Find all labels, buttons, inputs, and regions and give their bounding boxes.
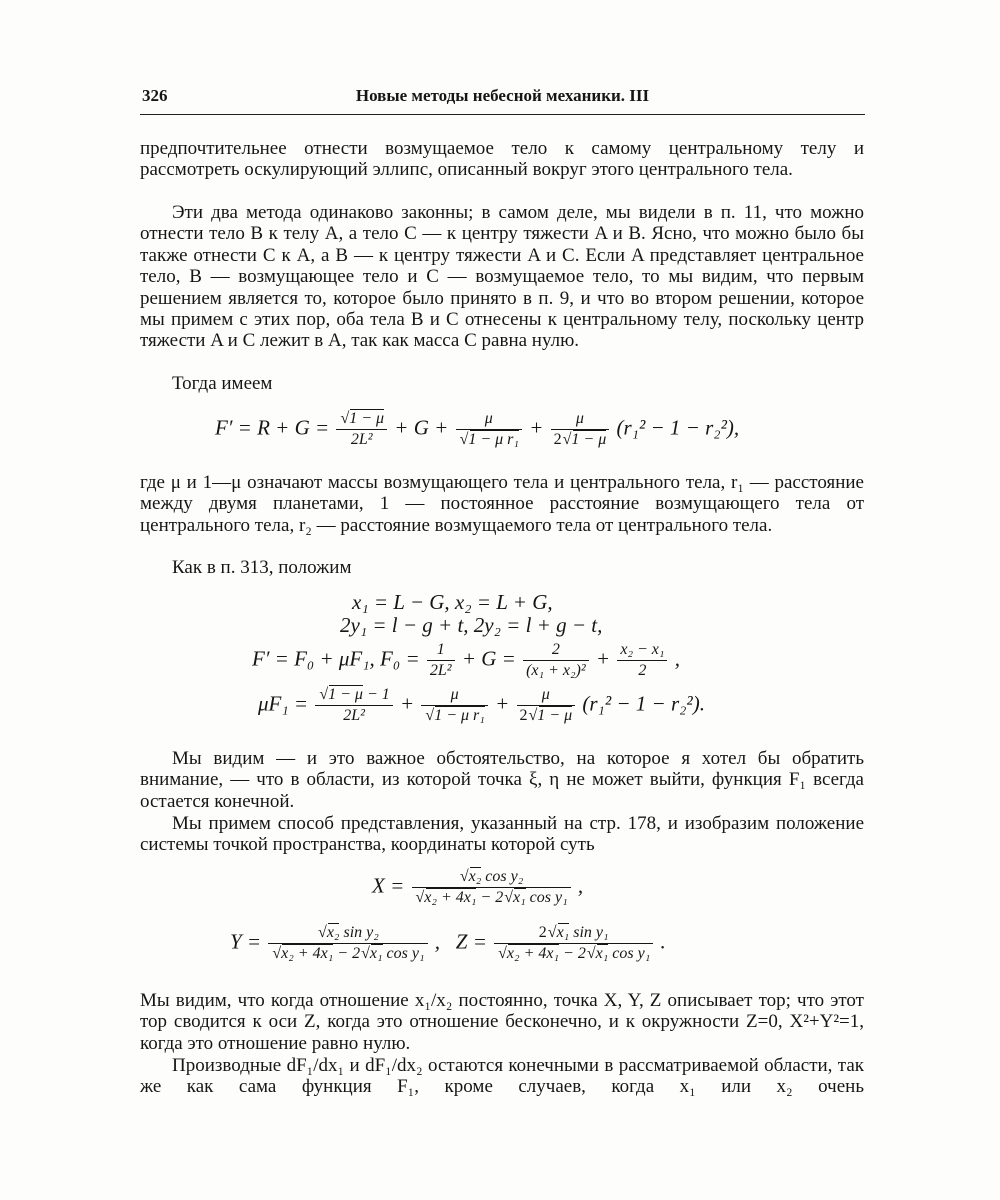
running-header [140, 84, 865, 115]
equation-x-definitions: x₁ = L − G, x₂ = L + G, [352, 590, 553, 614]
equation-y-z-coordinates: Y = √ x₂ sin y₂ √ x₂ + 4x₁ − 2√ x₁ cos y₁ , Z = 2√ x₁ sin y₁ √ x₂ + 4x₁ − 2√ x₁ cos y₁ . [230, 924, 666, 963]
eq1-frac-1: √ $\frac{1 - \mu}{\text{2L²}}$ [336, 410, 387, 449]
paragraph-6: Мы видим — и это важное обстоятельство, на которое я хотел бы обратить внимание, — что в области, из которой точка ξ, η не может выйти, функция F₁ всегда остается конечной. [140, 748, 864, 812]
paragraph-5: Как в п. 313, положим [172, 557, 352, 578]
paragraph-8: Мы видим, что когда отношение x₁/x₂ постоянно, точка X, Y, Z описывает тор; что этот тор сводится к оси Z, когда это отношение бесконечно, и к окружности Z=0, X²+Y²=1, когда это отношение равно нулю. [140, 990, 864, 1054]
paragraph-3: Тогда имеем [172, 373, 273, 394]
paragraph-4: где μ и 1—μ означают массы возмущающего тела и центрального тела, r₁ — расстояние между двумя планетами, 1 — постоянное расстояние возмущающего тела от центрального тела, r₂ — расстояние возмущаемого тела от центрального тела. [140, 472, 864, 536]
equation-x-coordinate: X = √ x₂ cos y₂ √ x₂ + 4x₁ − 2√ x₁ cos y₁ , [372, 868, 583, 907]
paragraph-9: Производные dF₁/dx₁ и dF₁/dx₂ остаются конечными в рассматриваемой области, так же как сама функция F₁, кроме случаев, когда x₁ или x₂ очень [140, 1055, 864, 1098]
equation-y-definitions: 2y₁ = l − g + t, 2y₂ = l + g − t, [340, 613, 603, 637]
eq1-frac-2: μ √ 1 − μ r₁ [456, 410, 522, 449]
paragraph-2: Эти два метода одинаково законны; в самом деле, мы видели в п. 11, что можно отнести тело B к телу A, а тело C — к центру тяжести A и B. Ясно, что можно было бы также отнести C к A, а B — к центру тяжести A и C. Если A представляет центральное тело, B — возмущающее тело и C — возмущаемое тело, то мы видим, что первым решением является то, которое было принято в п. 9, и что во втором решении, которое мы примем с этих пор, оба тела B и C отнесены к центральному телу, поскольку центр тяжести A и C лежит в A, так как масса C равна нулю. [140, 202, 864, 352]
eq1-frac-3: $\frac{\mu}{2√ 1 - \mu}$ [551, 410, 610, 449]
page-number: 326 [142, 86, 168, 105]
paragraph-7: Мы примем способ представления, указанный на стр. 178, и изобразим положение системы точкой пространства, координаты которой суть [140, 813, 864, 856]
eq1-lhs: F′ = R + G = [215, 415, 330, 440]
equation-hamiltonian: F′ = R + G = √ $\frac{1 - \mu}{\text{2L²}}$ + G + μ √ 1 − μ r₁ + $\frac{\mu}{2√ 1 - \mu}$ (r₁² − 1 − r₂²), [215, 410, 739, 449]
equation-mu-f1: μF₁ = √ $\frac{1 - \mu - 1}{\text{2L²}}$ + μ √ 1 − μ r₁ + $\frac{\mu}{2√ 1 - \mu}$ (r₁² − 1 − r₂²). [258, 686, 705, 725]
running-title: Новые методы небесной механики. III [355, 86, 650, 105]
equation-f-expansion: F′ = F₀ + μF₁, F₀ = $\frac{1}{\text{2L²}}$ + G = $\frac{2}{\text{(x₁ + x₂)²}}$ + $\frac{\text{x₂ − x₁}}{2}$ , [252, 641, 680, 679]
paragraph-1: предпочтительнее отнести возмущаемое тело к самому центральному телу и рассмотреть оскулирующий эллипс, описанный вокруг этого центрального тела. [140, 138, 864, 181]
